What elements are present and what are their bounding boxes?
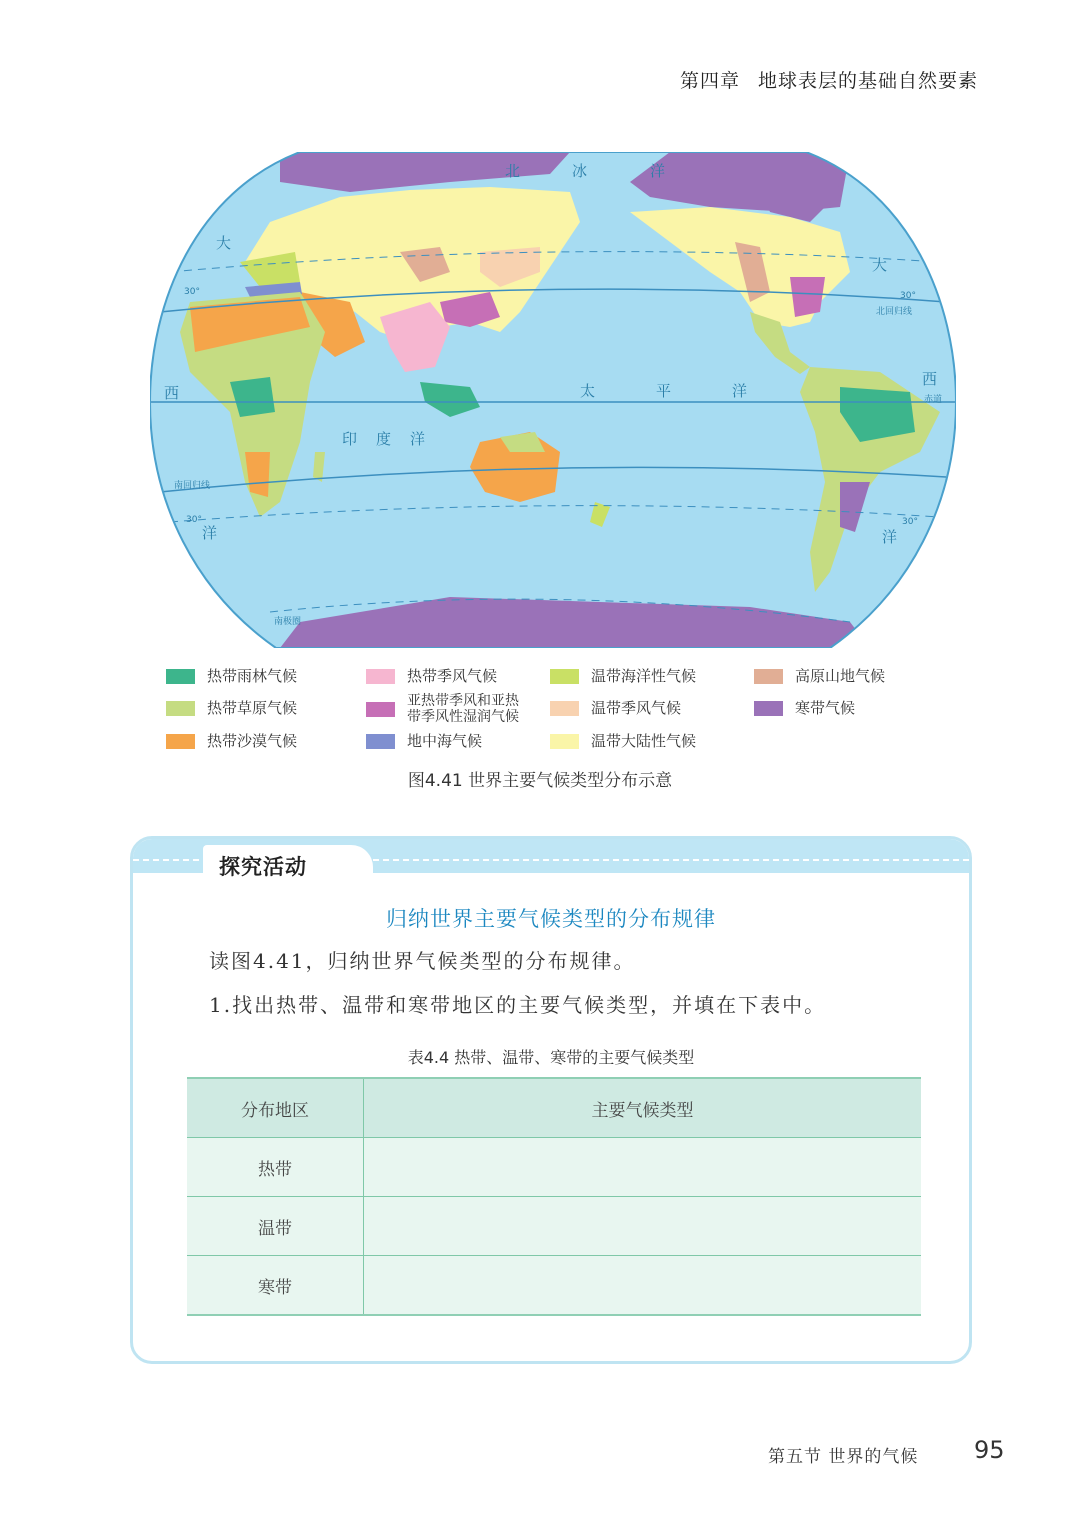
label-indian-3: 洋 — [410, 430, 426, 448]
label-tropic-north: 北回归线 — [876, 307, 913, 317]
legend-item-temperate-monsoon — [550, 696, 681, 720]
activity-task: 1.找出热带、温带和寒带地区的主要气候类型，并填在下表中。 — [209, 993, 827, 1017]
page-number: 95 — [974, 1436, 1005, 1464]
legend-swatch — [550, 734, 579, 749]
legend-item-tropical-monsoon — [366, 664, 497, 688]
legend-swatch — [754, 701, 783, 716]
legend-label: 温带海洋性气候 — [591, 666, 697, 685]
activity-title: 归纳世界主要气候类型的分布规律 — [386, 907, 716, 931]
legend-item-polar — [754, 696, 855, 720]
label-antarctic-circle: 南极圈 — [274, 617, 302, 627]
table-cell-region: 热带 — [187, 1138, 364, 1197]
legend-label: 热带沙漠气候 — [207, 731, 298, 750]
legend-swatch — [550, 701, 579, 716]
table-cell-region: 寒带 — [187, 1256, 364, 1316]
footer-section-title: 第五节 世界的气候 — [768, 1447, 919, 1467]
label-west-left: 西 — [164, 384, 180, 402]
label-west-right: 西 — [922, 370, 938, 388]
table-header-region: 分布地区 — [187, 1078, 364, 1138]
label-pacific-3: 洋 — [732, 382, 748, 400]
table-cell-region: 温带 — [187, 1197, 364, 1256]
legend-item-mediterranean — [366, 729, 482, 753]
legend-label: 热带草原气候 — [207, 698, 298, 717]
legend-item-temperate-continental — [550, 729, 696, 753]
label-north-ocean-3: 洋 — [650, 162, 666, 180]
label-ocean-left: 洋 — [202, 524, 218, 542]
legend-swatch — [366, 734, 395, 749]
table-row — [187, 1138, 921, 1197]
legend-swatch — [366, 702, 395, 717]
legend-label: 热带雨林气候 — [207, 666, 298, 685]
chapter-title: 地球表层的基础自然要素 — [758, 70, 979, 92]
label-ocean-right: 洋 — [882, 528, 898, 546]
world-climate-map — [150, 152, 956, 648]
legend-swatch — [754, 669, 783, 684]
label-indian-2: 度 — [376, 430, 392, 448]
label-lat30-nw: 30° — [184, 287, 200, 297]
table-cell-answer[interactable] — [364, 1197, 922, 1256]
chapter-number: 第四章 — [680, 70, 741, 92]
legend-item-subtropical-monsoon — [366, 692, 519, 726]
legend-label-line2: 带季风性湿润气候 — [407, 709, 519, 725]
table-header-climate-types: 主要气候类型 — [364, 1078, 922, 1138]
label-pacific-1: 太 — [580, 382, 596, 400]
world-climate-map-svg — [150, 152, 956, 648]
label-tropic-south: 南回归线 — [174, 481, 211, 491]
label-equator: 赤道 — [924, 395, 943, 405]
southeast-us-subtropical — [790, 277, 825, 317]
legend-swatch — [550, 669, 579, 684]
activity-tab-title: 探究活动 — [219, 855, 307, 879]
table-cell-answer[interactable] — [364, 1256, 922, 1316]
table-row — [187, 1256, 921, 1316]
legend-swatch — [166, 701, 195, 716]
legend-swatch — [366, 669, 395, 684]
table-header-row — [187, 1078, 921, 1138]
label-indian-1: 印 — [342, 430, 358, 448]
legend-label: 寒带气候 — [795, 698, 856, 717]
legend-item-tropical-rainforest — [166, 664, 297, 688]
legend-label: 温带季风气候 — [591, 698, 682, 717]
label-lat30-ne: 30° — [900, 291, 916, 301]
climate-type-table — [187, 1077, 921, 1316]
map-legend — [166, 664, 926, 754]
label-pacific-2: 平 — [656, 382, 672, 400]
activity-intro: 读图4.41，归纳世界气候类型的分布规律。 — [209, 949, 636, 973]
legend-label: 高原山地气候 — [795, 666, 886, 685]
legend-item-highland — [754, 664, 885, 688]
label-atlantic-right: 大 — [872, 256, 888, 274]
label-lat30-sw: 30° — [186, 515, 202, 525]
legend-swatch — [166, 734, 195, 749]
legend-label: 温带大陆性气候 — [591, 731, 697, 750]
legend-label: 地中海气候 — [407, 731, 483, 750]
table-row — [187, 1197, 921, 1256]
legend-item-tropical-savanna — [166, 696, 297, 720]
label-lat30-se: 30° — [902, 517, 918, 527]
legend-item-tropical-desert — [166, 729, 297, 753]
legend-label-line1: 亚热带季风和亚热 — [407, 693, 519, 709]
inquiry-activity-box — [130, 836, 972, 1364]
label-north-ocean-2: 冰 — [572, 162, 588, 180]
figure-caption: 图4.41 世界主要气候类型分布示意 — [407, 771, 673, 791]
table-caption: 表4.4 热带、温带、寒带的主要气候类型 — [407, 1048, 695, 1067]
legend-item-temperate-maritime — [550, 664, 696, 688]
label-north-ocean-1: 北 — [505, 162, 521, 180]
table-cell-answer[interactable] — [364, 1138, 922, 1197]
legend-label: 热带季风气候 — [407, 666, 498, 685]
label-atlantic-left: 大 — [216, 234, 232, 252]
chapter-header — [680, 66, 978, 93]
legend-label — [407, 693, 519, 725]
legend-swatch — [166, 669, 195, 684]
